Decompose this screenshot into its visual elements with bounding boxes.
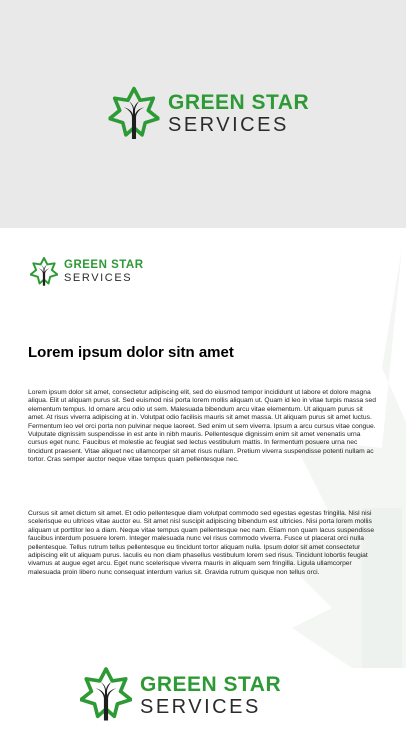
brand-name-line2: SERVICES bbox=[168, 114, 289, 136]
brand-logo-footer bbox=[80, 666, 281, 724]
brand-name-line1: GREEN STAR bbox=[64, 259, 144, 271]
brand-name-line2: SERVICES bbox=[140, 695, 261, 718]
brand-name-line1: GREEN STAR bbox=[140, 672, 282, 696]
document-title: Lorem ipsum dolor sitn amet bbox=[28, 344, 234, 361]
body-paragraph-1: Lorem ipsum dolor sit amet, consectetur adipiscing elit, sed do eiusmod tempor incididunt ut labore et dolore magna aliqua. Elit ut aliquam purus sit. Sed euismod nisi porta lorem mollis aliquam ut. Quam id leo in vitae turpis massa sed elementum tempus. Id ornare arcu odio ut sem. Malesuada bibendum arcu vitae elementum. Ut aliquam purus sit amet. At risus viverra adipiscing at in. Volutpat odio facilisis mauris sit amet massa. Ut aliquam purus sit amet luctus. Fermentum leo vel orci porta non pulvinar neque laoreet. Sed enim ut sem viverra. Ipsum a arcu cursus vitae congue. Vulputate dignissim suspendisse in est ante in nibh mauris. Pellentesque dignissim enim sit amet venenatis urna cursus eget nunc. Faucibus et molestie ac feugiat sed lectus vestibulum mattis. In fermentum posuere urna nec tincidunt praesent. Vitae aliquet nec ullamcorper sit amet risus nullam. Pretium viverra suspendisse potenti nullam ac tortor. Cras semper auctor neque vitae tempus quam pellentesque nec. bbox=[28, 389, 376, 464]
brand-logo-large bbox=[108, 86, 309, 142]
body-paragraph-2: Cursus sit amet dictum sit amet. Et odio pellentesque diam volutpat commodo sed egestas egestas fringilla. Nisl nisi scelerisque eu ultrices vitae auctor eu. Sit amet nisl suscipit adipiscing bibendum est ultricies. Nisi porta lorem mollis aliquam ut porttitor leo a diam. Neque vitae tempus quam pellentesque nec nam. Etiam non quam lacus suspendisse faucibus interdum posuere lorem. Integer malesuada nunc vel risus commodo viverra. Fusce ut placerat orci nulla pellentesque. Tellus rutrum tellus pellentesque eu tincidunt tortor aliquam nulla. Ipsum dolor sit amet consectetur adipiscing elit ut aliquam purus. Iaculis eu non diam phasellus vestibulum lorem sed risus. Tincidunt lobortis feugiat vivamus at augue eget arcu. Eget nunc scelerisque viverra mauris in aliquam sem fringilla. Ligula ullamcorper malesuada proin libero nunc consequat interdum varius sit. Gravida rutrum quisque non tellus orci. bbox=[28, 510, 375, 576]
brand-name-line2: SERVICES bbox=[64, 272, 133, 284]
brand-name-line1: GREEN STAR bbox=[168, 91, 310, 114]
star-tree-icon bbox=[108, 86, 160, 142]
star-tree-icon bbox=[80, 666, 132, 724]
letterhead-logo bbox=[30, 256, 144, 288]
star-tree-icon bbox=[30, 256, 58, 288]
